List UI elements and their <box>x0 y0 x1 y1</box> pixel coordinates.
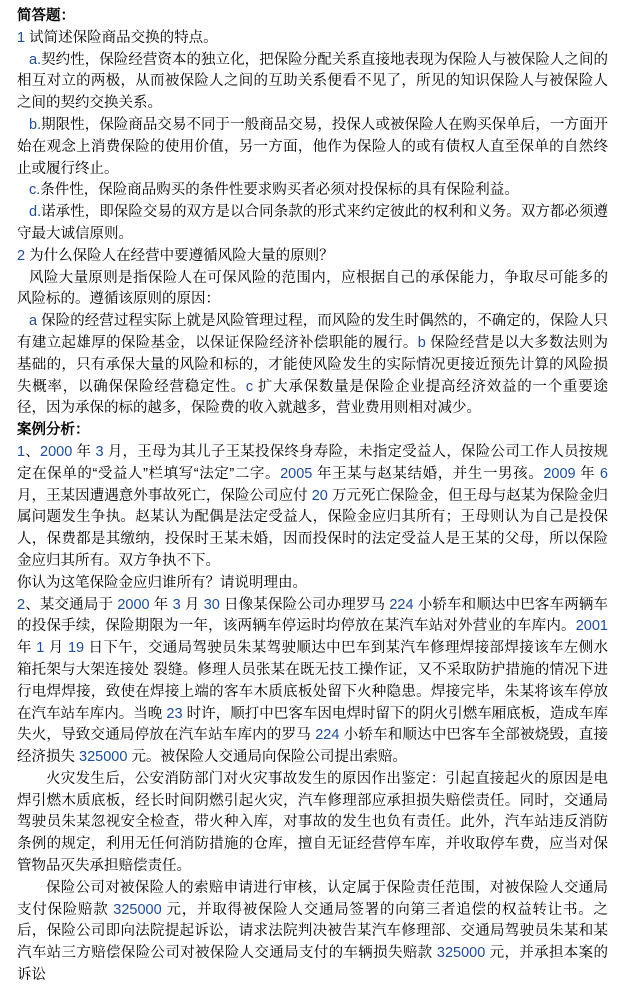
number-run: 2 <box>17 247 26 264</box>
number-run: 1 <box>17 29 26 46</box>
paragraph <box>17 28 608 50</box>
text-run: 年 <box>575 465 600 482</box>
section-heading <box>17 6 608 28</box>
text-run: 元，并承担本案的诉讼 <box>17 945 609 984</box>
number-run: 224 <box>315 727 340 744</box>
paragraph <box>17 246 608 268</box>
paragraph <box>17 878 608 987</box>
text-run: 、某交通局于 <box>25 596 118 613</box>
text-run: 月 <box>180 596 204 613</box>
number-run: b. <box>29 116 42 133</box>
number-run: 3 <box>172 596 181 613</box>
number-run: d. <box>29 204 42 221</box>
number-run: 19 <box>67 640 85 657</box>
number-run: 325000 <box>79 749 128 766</box>
text-run: 日像某保险公司办理罗马 <box>219 596 390 613</box>
number-run: c. <box>29 182 41 199</box>
number-run: 2005 <box>280 465 313 482</box>
paragraph <box>17 115 608 180</box>
number-run: 2 <box>17 596 26 613</box>
paragraph <box>17 311 608 420</box>
text-run: 时许，顺打中巴客车因电焊时留下的阴火引燃车厢底板，造成车库失火，导致交通局停放在汽车站车库内的罗马 <box>17 705 608 744</box>
text-run: 条件性，保险商品购买的条件性要求购买者必须对投保标的具有保险利益。 <box>40 182 519 199</box>
paragraph <box>17 442 608 573</box>
number-run: 2009 <box>543 465 576 482</box>
paragraph <box>17 769 608 878</box>
text-run: 年 <box>17 640 37 657</box>
text-run: 元，并取得被保险人交通局签署的向第三者追偿的权益转让书。之后，保险公司即向法院提起诉讼，请求法院判决被告某汽车修理部、交通局驾驶员朱某和某汽车站三方赔偿保险公司对被保险人交通局支付的车辆损失赔款 <box>17 901 609 962</box>
text-run: 小轿车和顺达中巴客车两辆车的投保手续，保险期限为一年，该两辆车停运时均停放在某汽车站对外营业的车库内。 <box>17 596 609 635</box>
number-run: c <box>245 378 254 395</box>
text-run: 简答题： <box>17 8 75 24</box>
text-run: 月，王某因遭遇意外事故死亡，保险公司应付 <box>17 487 312 504</box>
paragraph <box>17 268 608 312</box>
text-run: 保险的经营过程实际上就是风险管理过程，而风险的发生时偶然的，不确定的，保险人只有建立起雄厚的保险基金，以保证保险经济补偿职能的履行。 <box>17 313 608 351</box>
text-run: 期限性，保险商品交易不同于一般商品交易，投保人或被保险人在购买保单后，一方面开始在观念上消费保险的使用价值，另一方面，他作为保险人的或有债权人直至保单的自然终止或履行终止。 <box>17 116 608 177</box>
number-run: 20 <box>311 487 328 504</box>
number-run: 30 <box>203 596 220 613</box>
text-run: 案例分析： <box>17 422 90 439</box>
text-run: 契约性，保险经营资本的独立化，把保险分配关系直接地表现为保险人与被保险人之间的相互对立的两极，从而被保险人之间的互助关系便看不见了，所见的知识保险人与被保险人之间的契约交换关系。 <box>17 51 608 112</box>
text-run: 年 <box>149 596 173 613</box>
text-run: 你认为这笔保险金应归谁所有？请说明理由。 <box>17 574 307 591</box>
text-run: 火灾发生后，公安消防部门对火灾事故发生的原因作出鉴定：引起直接起火的原因是电焊引燃木质底板，经长时间阴燃引起火灾，汽车修理部应承担损失赔偿责任。同时，交通局驾驶员朱某忽视安全检查，带火种入库，对事故的发生也负有责任。此外，汽车站违反消防条例的规定，利用无任何消防措施的仓库，擅自无证经营停车库，并收取停车费，应当对保管物品灭失承担赔偿责任。 <box>17 770 608 875</box>
number-run: 2000 <box>117 596 150 613</box>
paragraph <box>17 573 608 595</box>
text-run: 月 <box>44 640 68 657</box>
section-heading <box>17 420 608 442</box>
text-run: 年 <box>72 443 96 460</box>
number-run: 2001 <box>575 618 608 635</box>
number-run: a. <box>29 51 42 68</box>
paragraph <box>17 50 608 115</box>
number-run: a <box>29 313 38 330</box>
paragraph <box>17 180 608 202</box>
text-run: 小轿车和顺达中巴客车全部被烧毁，直接经济损失 <box>17 727 609 766</box>
number-run: 23 <box>166 705 183 722</box>
text-run: 年王某与赵某结婚，并生一男孩。 <box>312 465 544 482</box>
number-run: 325000 <box>113 901 162 918</box>
text-run: 万元死亡保险金，但王母与赵某为保险金归属问题发生争执。赵某认为配偶是法定受益人，保险金应归其所有；王母则认为自己是投保人，保费都是其缴纳，投保时王某未婚，因而投保时的法定受益人是王某的父母，所以保险金应归其所有。双方争执不下。 <box>17 487 609 569</box>
text-run: 为什么保险人在经营中要遵循风险大量的原则？ <box>25 247 334 264</box>
number-run: 325000 <box>436 945 486 962</box>
text-run: 风险大量原则是指保险人在可保风险的范围内，应根据自己的承保能力，争取尽可能多的风险标的。遵循该原则的原因： <box>17 269 608 308</box>
text-run: 诺承性，即保险交易的双方是以合同条款的形式来约定彼此的权利和义务。双方都必须遵守最大诚信原则。 <box>17 204 608 242</box>
paragraph <box>17 595 608 769</box>
number-run: 224 <box>389 596 414 613</box>
text-run: 、 <box>25 443 41 460</box>
number-run: 1 <box>17 443 26 460</box>
text-run: 试简述保险商品交换的特点。 <box>25 29 218 46</box>
number-run: b <box>417 334 426 351</box>
text-run: 日下午，交通局驾驶员朱某驾驶顺达中巴车到某汽车修理焊接部焊接该车左侧水箱托架与大架连接处 裂缝。修理人员张某在既无技工操作证，又不采取防护措施的情况下进行电焊焊接，致使在焊接上端的客车木质底板处留下火种隐患。焊接完毕，朱某将该车停放在汽车站车库内。当晚 <box>17 640 609 722</box>
text-run: 月，王母为其儿子王某投保终身寿险，未指定受益人，保险公司工作人员按规定在保单的“受益人”栏填写“法定”二字。 <box>17 443 609 482</box>
number-run: 1 <box>36 640 45 657</box>
text-run: 扩大承保数量是保险企业提高经济效益的一个重要途径，因为承保的标的越多，保险费的收入就越多，营业费用则相对减少。 <box>17 378 609 417</box>
paragraph <box>17 202 608 246</box>
text-run: 保险公司对被保险人的索赔申请进行审核，认定属于保险责任范围，对被保险人交通局支付保险赔款 <box>17 879 608 918</box>
document-body <box>17 6 608 987</box>
number-run: 2000 <box>40 443 73 460</box>
number-run: 3 <box>95 443 104 460</box>
text-run: 保险经营是以大多数法则为基础的，只有承保大量的风险和标的，才能使风险发生的实际情况更接近预先计算的风险损失概率，以确保保险经营稳定性。 <box>17 334 609 395</box>
number-run: 6 <box>599 465 608 482</box>
text-run: 元。被保险人交通局向保险公司提出索赔。 <box>127 749 407 766</box>
